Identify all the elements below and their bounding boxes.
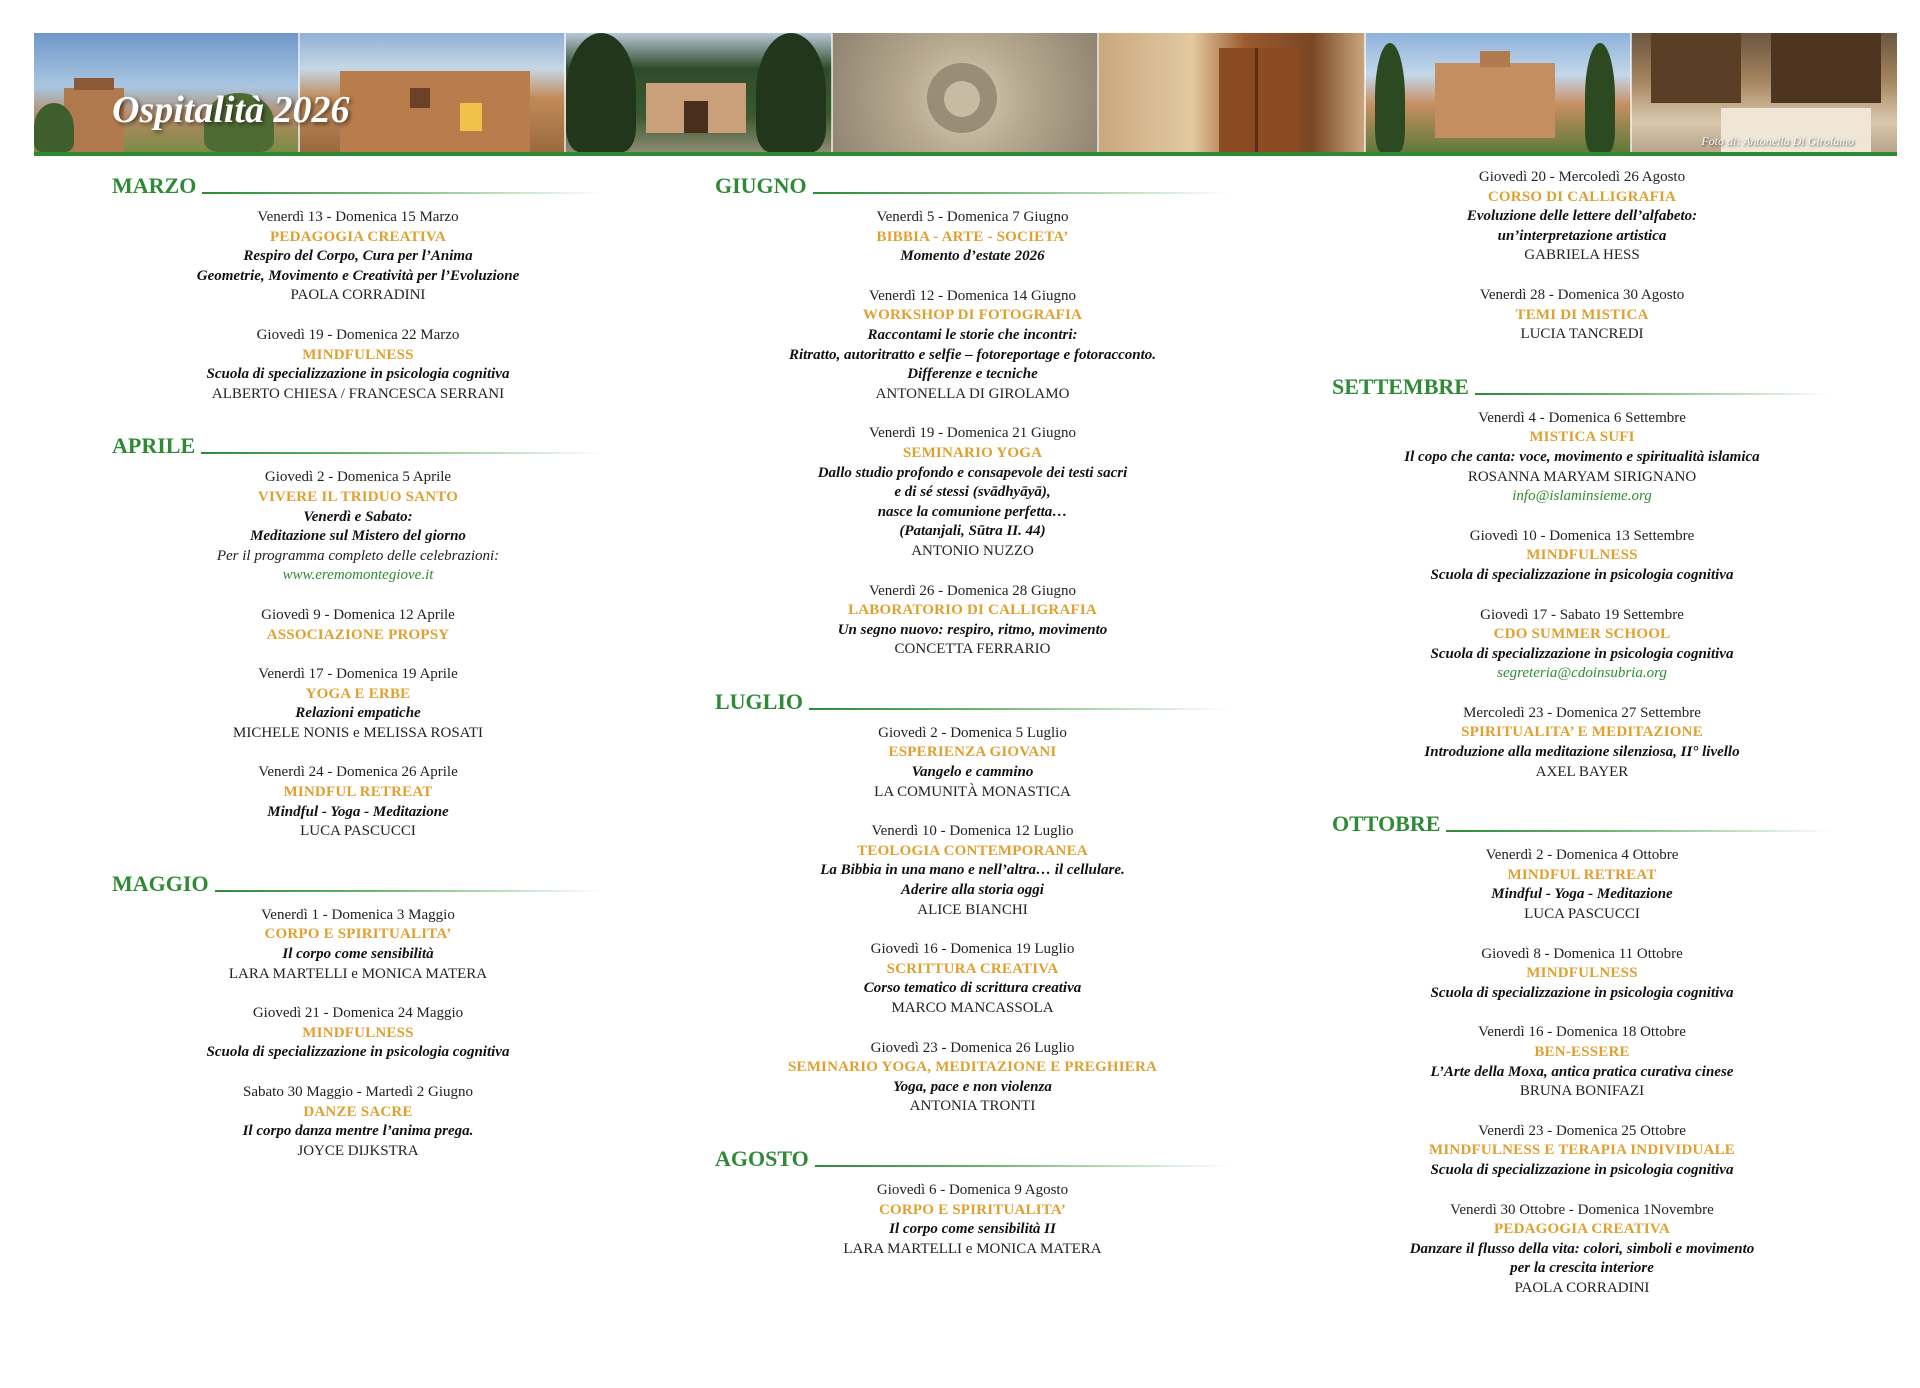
banner-divider [34,152,1897,156]
event-subtitle: Scuola di specializzazione in psicologia cognitiva [1430,984,1734,1001]
event-subtitle: La Bibbia in una mano e nell’altra… il cellulare. [820,862,1125,879]
event-people: LUCIA TANCREDI [1520,326,1644,343]
event-list [112,208,604,404]
event-title: CORSO DI CALLIGRAFIA [1487,188,1677,205]
event-subtitle: Corso tematico di scrittura creativa [863,980,1082,997]
event-item [715,724,1230,802]
event-date: Giovedì 16 - Domenica 19 Luglio [870,941,1075,958]
event-subtitle: Venerdì e Sabato: [303,508,413,525]
banner-title: Ospitalità 2026 [112,89,350,131]
event-subtitle: Geometrie, Movimento e Creatività per l’Evoluzione [196,267,520,284]
event-title: TEOLOGIA CONTEMPORANEA [857,842,1088,859]
event-date: Giovedì 2 - Domenica 5 Aprile [264,469,452,486]
event-subtitle: Yoga, pace e non violenza [893,1078,1052,1095]
event-title: MINDFUL RETREAT [1507,866,1657,883]
column-3 [1332,168,1832,1299]
month-heading [715,168,1230,198]
event-list [112,468,604,842]
event-item [1332,846,1832,924]
event-subtitle: Evoluzione delle lettere dell’alfabeto: [1466,208,1698,225]
event-people: LARA MARTELLI e MONICA MATERA [843,1240,1102,1257]
event-list [1332,168,1832,345]
event-item [112,1083,604,1161]
event-subtitle: Il copo che canta: voce, movimento e spiritualità islamica [1404,448,1760,465]
event-people: MARCO MANCASSOLA [891,1000,1054,1016]
event-date: Venerdì 5 - Domenica 7 Giugno [876,209,1069,225]
event-title: CORPO E SPIRITUALITA’ [879,1201,1066,1218]
event-people: JOYCE DIJKSTRA [297,1142,419,1159]
event-title: MISTICA SUFI [1529,429,1635,446]
event-subtitle: un’interpretazione artistica [1497,227,1667,244]
event-item [715,1039,1230,1117]
event-people: BRUNA BONIFAZI [1519,1083,1645,1100]
event-link[interactable]: segreteria@cdoinsubria.org [1497,665,1667,682]
event-subtitle: Dallo studio profondo e consapevole dei testi sacri [817,464,1128,481]
event-title: BEN-ESSERE [1534,1044,1630,1060]
event-list [715,208,1230,660]
month-name: APRILE [112,433,196,459]
banner-photo-stone-relief [832,33,1098,152]
month-name: OTTOBRE [1332,811,1441,837]
event-list [1332,846,1832,1298]
event-item [715,424,1230,561]
event-subtitle: Aderire alla storia oggi [901,882,1044,899]
event-subtitle: Vangelo e cammino [911,764,1034,781]
event-subtitle: per la crescita interiore [1510,1260,1654,1277]
event-title: CDO SUMMER SCHOOL [1493,626,1671,643]
event-people: ANTONIO NUZZO [911,542,1034,559]
event-item [1332,704,1832,782]
event-link[interactable]: www.eremomontegiove.it [282,567,434,584]
event-people: GABRIELA HESS [1524,247,1640,264]
month-spacer [112,842,604,866]
month-rule [1475,393,1832,395]
banner-photo-courtyard [566,33,832,152]
event-date: Venerdì 4 - Domenica 6 Settembre [1478,409,1686,426]
event-people: LUCA PASCUCCI [300,823,416,840]
event-date: Venerdì 2 - Domenica 4 Ottobre [1485,847,1679,864]
event-date: Venerdì 16 - Domenica 18 Ottobre [1478,1024,1686,1041]
event-title: MINDFULNESS [302,346,414,363]
event-date: Giovedì 23 - Domenica 26 Luglio [870,1039,1075,1056]
event-list [715,724,1230,1117]
event-date: Venerdì 10 - Domenica 12 Luglio [871,823,1074,840]
event-item [112,1004,604,1063]
event-subtitle: Raccontami le storie che incontri: [867,326,1078,343]
event-subtitle: nasce la comunione perfetta… [877,503,1068,520]
month-rule [809,708,1230,710]
event-date: Giovedì 8 - Domenica 11 Ottobre [1481,945,1683,962]
month-heading [112,866,604,896]
event-subtitle: Scuola di specializzazione in psicologia cognitiva [1430,1161,1734,1178]
month-rule [813,192,1230,194]
month-rule [815,1165,1230,1167]
event-title: BIBBIA - ARTE - SOCIETA’ [876,228,1069,245]
month-rule [1446,830,1832,832]
event-people: ANTONIA TRONTI [909,1098,1036,1115]
event-item [112,606,604,645]
event-note: Per il programma completo delle celebrazioni: [216,547,500,564]
month-name: GIUGNO [715,173,807,198]
month-spacer [715,1117,1230,1141]
event-subtitle: Scuola di specializzazione in psicologia cognitiva [1430,566,1734,583]
event-item [112,665,604,743]
event-item [112,208,604,306]
event-people: PAOLA CORRADINI [1514,1279,1650,1296]
event-subtitle: Il corpo come sensibilità II [889,1221,1056,1238]
month-name: SETTEMBRE [1332,373,1469,399]
event-subtitle: Respiro del Corpo, Cura per l’Anima [243,248,473,265]
event-item [1332,409,1832,507]
event-title: MINDFULNESS [1526,965,1638,982]
event-list [112,906,604,1162]
event-subtitle: Scuola di specializzazione in psicologia cognitiva [1430,645,1734,662]
month-spacer [112,404,604,428]
event-item [715,208,1230,267]
event-people: PAOLA CORRADINI [290,287,426,304]
event-subtitle: Introduzione alla meditazione silenziosa, II° livello [1424,744,1740,761]
month-name: MARZO [112,173,197,198]
event-title: TEMI DI MISTICA [1515,306,1649,323]
event-link[interactable]: info@islaminsieme.org [1512,488,1652,505]
event-title: LABORATORIO DI CALLIGRAFIA [848,602,1097,619]
event-people: ALICE BIANCHI [917,901,1028,918]
event-date: Venerdì 12 - Domenica 14 Giugno [868,287,1077,304]
event-item [1332,168,1832,266]
event-item [1332,606,1832,684]
event-title: SEMINARIO YOGA [902,444,1043,461]
event-date: Venerdì 24 - Domenica 26 Aprile [258,764,458,781]
month-heading [715,684,1230,714]
month-heading [715,1141,1230,1171]
banner-photo-wooden-door [1099,33,1365,152]
event-title: MINDFULNESS [302,1024,414,1041]
event-date: Venerdì 1 - Domenica 3 Maggio [261,906,455,923]
event-subtitle: (Patanjali, Sūtra II. 44) [899,523,1046,540]
event-subtitle: Mindful - Yoga - Meditazione [267,803,449,820]
month-rule [215,890,604,892]
event-title: ESPERIENZA GIOVANI [888,744,1057,761]
event-people: MICHELE NONIS e MELISSA ROSATI [232,724,483,741]
event-people: ALBERTO CHIESA / FRANCESCA SERRANI [211,385,505,402]
event-list [715,1181,1230,1259]
event-date: Venerdì 28 - Domenica 30 Agosto [1479,286,1685,303]
event-subtitle: Mindful - Yoga - Meditazione [1491,886,1673,903]
event-item [1332,286,1832,345]
event-subtitle: Differenze e tecniche [907,366,1038,383]
event-item [112,763,604,841]
event-title: SCRITTURA CREATIVA [886,960,1059,977]
event-title: PEDAGOGIA CREATIVA [270,228,446,245]
month-spacer [1332,782,1832,806]
event-title: WORKSHOP DI FOTOGRAFIA [862,307,1083,324]
event-date: Venerdì 19 - Domenica 21 Giugno [868,425,1077,442]
event-title: PEDAGOGIA CREATIVA [1494,1221,1670,1238]
event-title: MINDFULNESS [1526,547,1638,564]
event-people: AXEL BAYER [1535,763,1629,780]
event-date: Giovedì 21 - Domenica 24 Maggio [252,1005,464,1022]
event-title: CORPO E SPIRITUALITA’ [264,926,452,943]
event-title: DANZE SACRE [303,1103,413,1120]
event-people: LUCA PASCUCCI [1524,906,1640,923]
event-subtitle: Ritratto, autoritratto e selfie – fotoreportage e fotoracconto. [788,346,1157,363]
event-title: ASSOCIAZIONE PROPSY [266,626,450,643]
event-subtitle: Scuola di specializzazione in psicologia cognitiva [206,1044,510,1061]
column-2 [715,168,1230,1259]
photo-credit: Foto di: Antonella Di Girolamo [1701,134,1854,148]
event-item [1332,1122,1832,1181]
month-spacer [1332,345,1832,369]
month-spacer [715,660,1230,684]
event-item [1332,527,1832,586]
month-heading [1332,369,1832,399]
month-heading [112,168,604,198]
event-date: Giovedì 10 - Domenica 13 Settembre [1469,527,1695,544]
event-item [1332,1023,1832,1101]
event-item [715,940,1230,1018]
event-subtitle: Un segno nuovo: respiro, ritmo, movimento [837,621,1108,638]
event-subtitle: Danzare il flusso della vita: colori, simboli e movimento [1409,1240,1755,1257]
event-people: LA COMUNITÀ MONASTICA [874,783,1071,800]
event-item [1332,945,1832,1004]
event-item [715,287,1230,405]
event-subtitle: Scuola di specializzazione in psicologia cognitiva [206,366,510,383]
event-people: CONCETTA FERRARIO [894,641,1051,658]
event-date: Venerdì 23 - Domenica 25 Ottobre [1478,1122,1686,1139]
month-rule [202,192,604,194]
event-date: Giovedì 17 - Sabato 19 Settembre [1480,606,1684,623]
event-title: VIVERE IL TRIDUO SANTO [257,488,459,505]
event-subtitle: Meditazione sul Mistero del giorno [250,528,466,545]
event-date: Giovedì 6 - Domenica 9 Agosto [876,1181,1069,1198]
event-date: Giovedì 9 - Domenica 12 Aprile [261,606,455,623]
event-date: Venerdì 30 Ottobre - Domenica 1Novembre [1450,1201,1714,1218]
event-item [1332,1201,1832,1299]
event-subtitle: Il corpo danza mentre l’anima prega. [242,1123,474,1140]
month-rule [201,452,604,454]
event-date: Mercoledì 23 - Domenica 27 Settembre [1463,704,1701,721]
event-date: Venerdì 26 - Domenica 28 Giugno [868,582,1077,599]
event-item [715,822,1230,920]
event-list [1332,409,1832,783]
column-1 [112,168,604,1161]
month-name: LUGLIO [715,688,804,714]
event-subtitle: Momento d’estate 2026 [900,248,1045,265]
event-title: MINDFUL RETREAT [283,784,433,801]
event-title: YOGA E ERBE [305,685,411,702]
event-people: LARA MARTELLI e MONICA MATERA [228,965,488,982]
event-people: ROSANNA MARYAM SIRIGNANO [1467,468,1697,485]
event-subtitle: Il corpo come sensibilità [282,946,434,963]
event-subtitle: Relazioni empatiche [295,705,421,722]
event-item [715,1181,1230,1259]
event-date: Venerdì 13 - Domenica 15 Marzo [257,209,459,225]
event-title: SEMINARIO YOGA, MEDITAZIONE E PREGHIERA [787,1059,1158,1076]
event-date: Giovedì 19 - Domenica 22 Marzo [256,326,460,343]
month-name: AGOSTO [715,1145,809,1171]
event-title: SPIRITUALITA’ E MEDITAZIONE [1461,724,1703,741]
event-date: Venerdì 17 - Domenica 19 Aprile [258,666,458,683]
event-date: Giovedì 2 - Domenica 5 Luglio [878,724,1067,741]
event-subtitle: L’Arte della Moxa, antica pratica curativa cinese [1430,1063,1734,1080]
event-item [112,906,604,984]
event-date: Giovedì 20 - Mercoledì 26 Agosto [1478,169,1686,185]
event-title: MINDFULNESS E TERAPIA INDIVIDUALE [1429,1142,1735,1159]
month-name: MAGGIO [112,870,209,896]
month-heading [1332,806,1832,836]
event-people: ANTONELLA DI GIROLAMO [875,385,1070,402]
event-item [112,468,604,586]
event-item [715,582,1230,660]
event-date: Sabato 30 Maggio - Martedì 2 Giugno [243,1084,473,1100]
event-item [112,326,604,404]
banner-photo-church [1365,33,1631,152]
month-heading [112,428,604,458]
event-subtitle: e di sé stessi (svādhyāyā), [894,484,1051,501]
